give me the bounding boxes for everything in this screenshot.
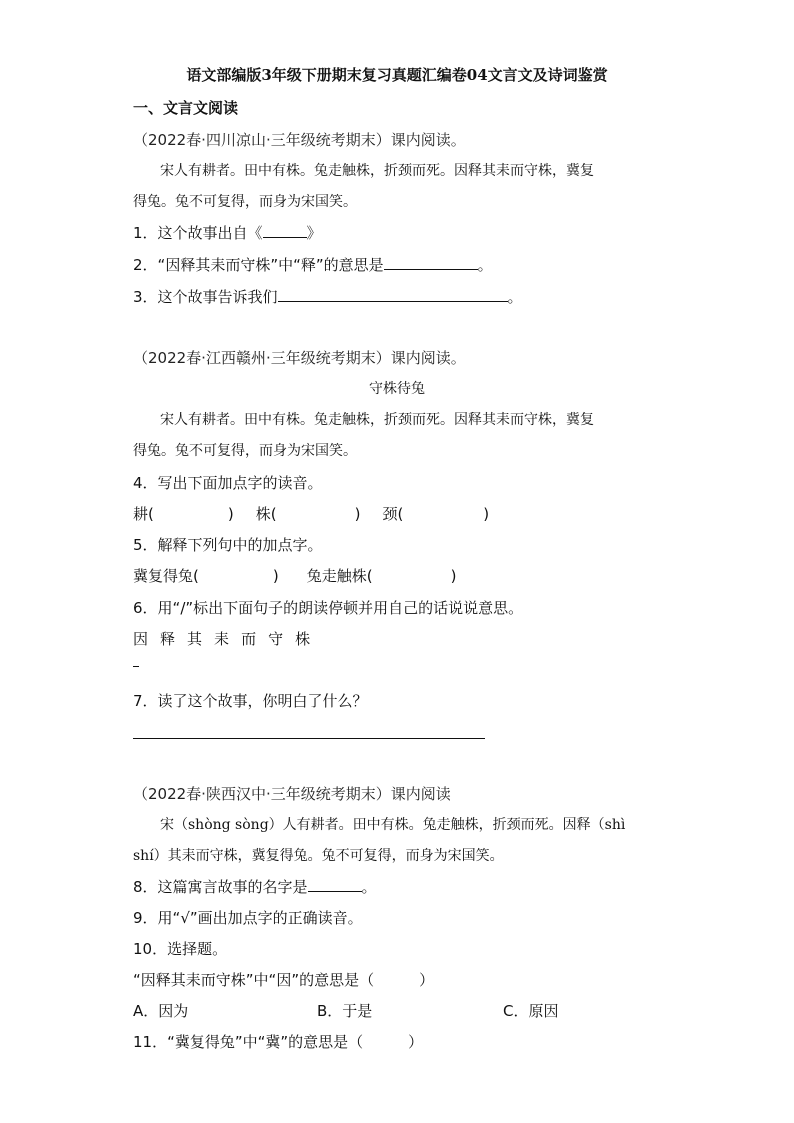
question-5: 5．解释下列句中的加点字。 — [133, 536, 323, 554]
q6-answer-line[interactable] — [133, 666, 139, 667]
question-6-sentence — [133, 629, 322, 649]
q4-item-1-close: ) — [227, 505, 234, 523]
q6-char-1: 因 — [133, 630, 149, 648]
section-heading: 一、文言文阅读 — [133, 99, 239, 117]
q4-item-1-open: 耕( — [133, 505, 154, 523]
question-10-options — [133, 1001, 573, 1021]
question-11: 11．“冀复得兔”中“冀”的意思是（ ） — [133, 1033, 424, 1051]
q5-item-2-label: 兔走触株( — [306, 567, 373, 585]
q6-char-3: 其 — [187, 630, 203, 648]
q4-item-2-close: ) — [354, 505, 361, 523]
question-8-prefix: 8．这篇寓言故事的名字是 — [133, 878, 308, 896]
question-2-prefix: 2．“因释其耒而守株”中“释”的意思是 — [133, 256, 384, 274]
question-8-suffix: 。 — [361, 878, 377, 896]
question-1 — [133, 223, 322, 243]
question-1-prefix: 1．这个故事出自《 — [133, 224, 263, 242]
passage-3-line-1: 宋（shòng sòng）人有耕者。田中有株。兔走触株，折颈而死。因释（shì — [160, 817, 626, 833]
q4-item-2-open: 株( — [255, 505, 277, 523]
q5-item-1-label: 冀复得兔( — [133, 567, 199, 585]
question-8 — [133, 877, 377, 897]
document-title: 语文部编版3年级下册期末复习真题汇编卷04文言文及诗词鉴赏 — [186, 66, 608, 84]
question-4-items — [133, 504, 489, 524]
question-3-prefix: 3．这个故事告诉我们 — [133, 288, 278, 306]
q4-item-3-open: 颈( — [382, 505, 404, 523]
question-2 — [133, 255, 493, 275]
question-7: 7．读了这个故事，你明白了什么？ — [133, 692, 368, 710]
q6-char-2: 释 — [160, 630, 176, 648]
question-3-suffix: 。 — [507, 288, 523, 306]
question-3 — [133, 287, 523, 307]
option-b[interactable]: B．于是 — [317, 1002, 373, 1020]
passage-3-line-2: shí）其耒而守株，冀复得兔。兔不可复得，而身为宋国笑。 — [133, 848, 504, 864]
q6-char-7: 株 — [295, 630, 311, 648]
q6-char-6: 守 — [268, 630, 284, 648]
q7-answer-line[interactable] — [133, 737, 485, 739]
source-note-3: （2022春·陕西汉中·三年级统考期末）课内阅读 — [133, 785, 451, 803]
question-10: 10．选择题。 — [133, 940, 228, 958]
answer-blank-8[interactable] — [308, 877, 362, 892]
answer-blank-2[interactable] — [384, 255, 478, 270]
question-5-items: 冀复得兔( ) 兔走触株( ) — [133, 567, 457, 585]
passage-1-line-1: 宋人有耕者。田中有株。兔走触株，折颈而死。因释其耒而守株，冀复 — [160, 163, 594, 179]
question-9: 9．用“√”画出加点字的正确读音。 — [133, 909, 363, 927]
passage-1-line-2: 得兔。兔不可复得，而身为宋国笑。 — [133, 194, 357, 210]
q6-char-5: 而 — [241, 630, 257, 648]
question-1-suffix: 》 — [306, 224, 322, 242]
option-a[interactable]: A．因为 — [133, 1002, 189, 1020]
q4-item-3-close: ) — [483, 505, 490, 523]
question-6: 6．用“/”标出下面句子的朗读停顿并用自己的话说说意思。 — [133, 599, 524, 617]
answer-blank-3[interactable] — [278, 287, 508, 302]
answer-blank-1[interactable] — [263, 223, 307, 238]
q6-char-4: 耒 — [214, 630, 230, 648]
source-note-1: （2022春·四川凉山·三年级统考期末）课内阅读。 — [133, 131, 466, 149]
question-2-suffix: 。 — [477, 256, 493, 274]
passage-2-line-2: 得兔。兔不可复得，而身为宋国笑。 — [133, 443, 357, 459]
passage-2-line-1: 宋人有耕者。田中有株。兔走触株，折颈而死。因释其耒而守株，冀复 — [160, 412, 594, 428]
question-10-stem: “因释其耒而守株”中“因”的意思是（ ） — [133, 971, 435, 989]
passage-2-title: 守株待兔 — [369, 381, 425, 397]
option-c[interactable]: C．原因 — [503, 1002, 559, 1020]
source-note-2: （2022春·江西赣州·三年级统考期末）课内阅读。 — [133, 349, 466, 367]
question-4: 4．写出下面加点字的读音。 — [133, 474, 323, 492]
